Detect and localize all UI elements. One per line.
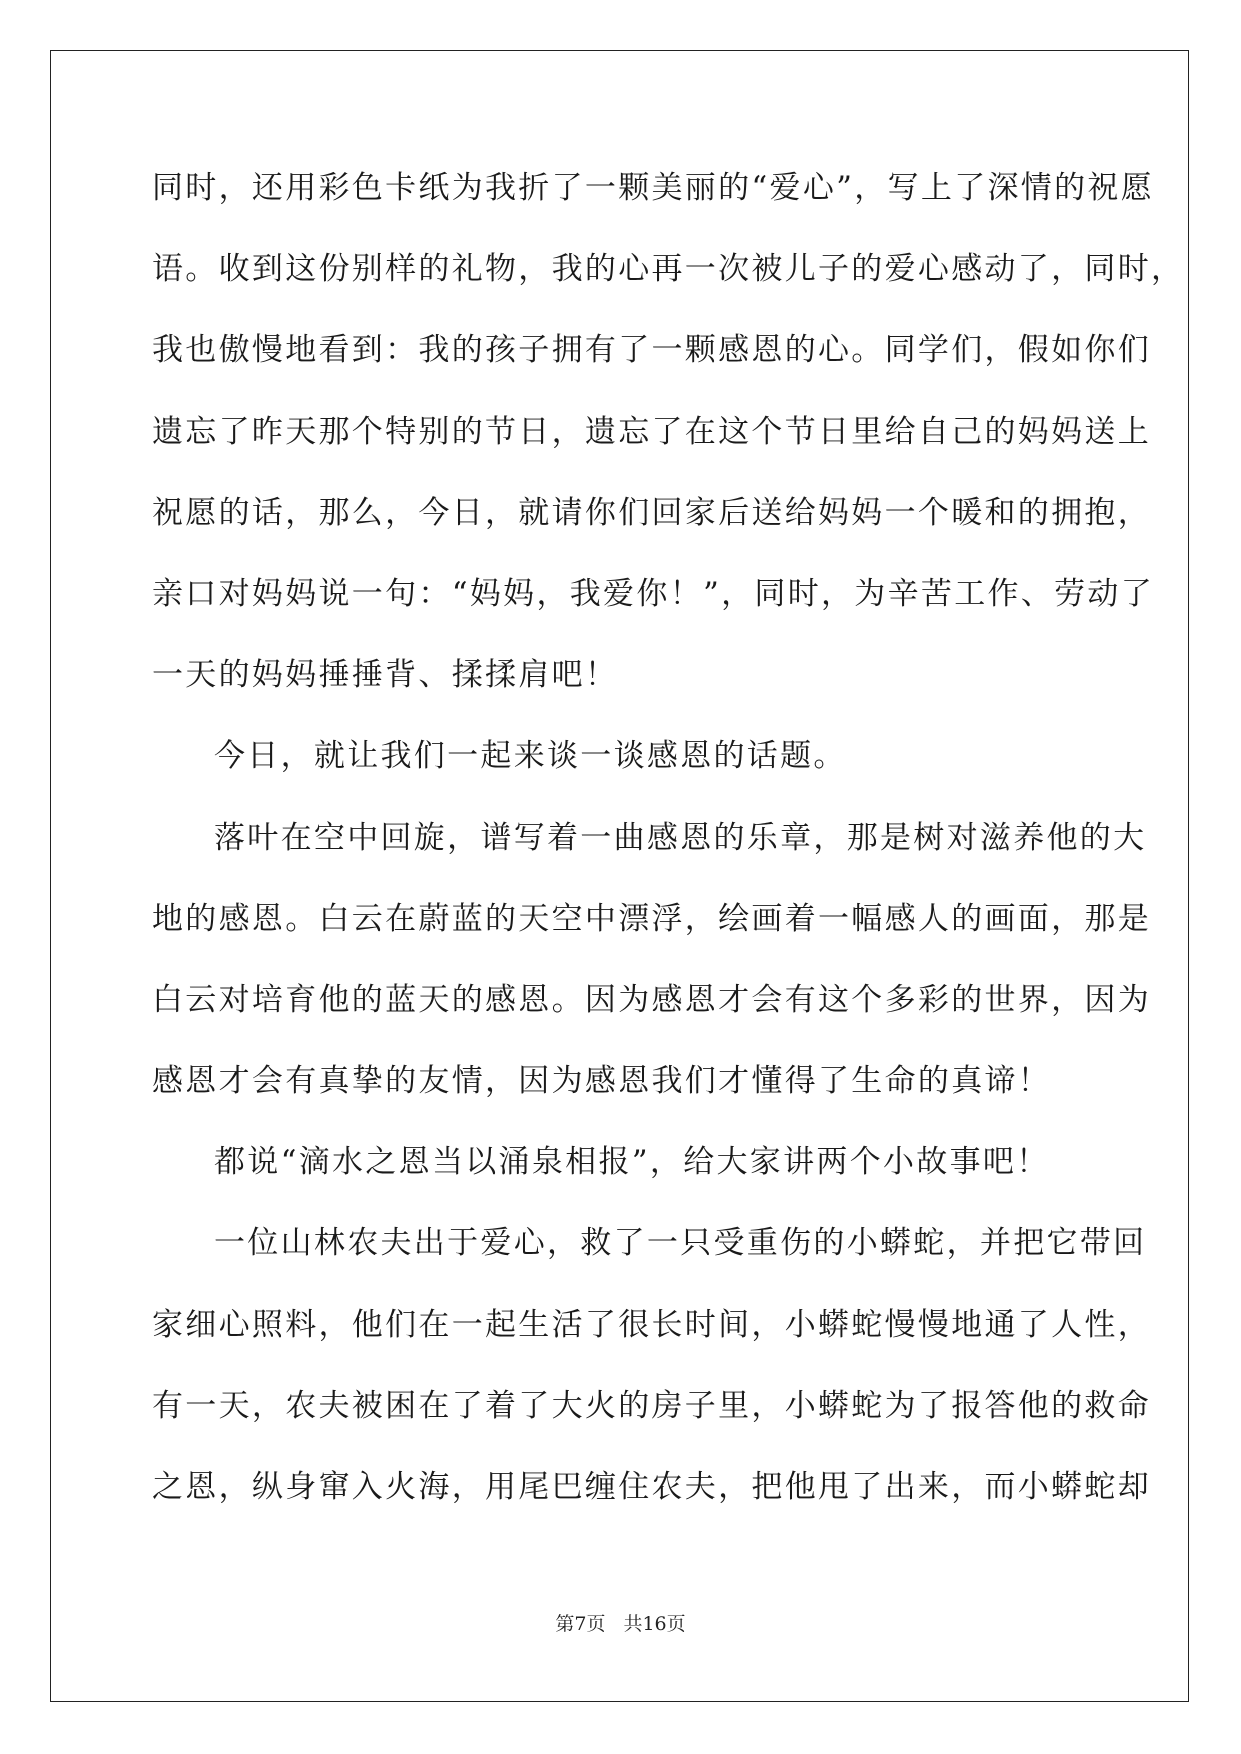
text-line: 一天的妈妈捶捶背、揉揉肩吧！ [152, 657, 619, 694]
text-line: 今日，就让我们一起来谈一谈感恩的话题。 [214, 738, 847, 775]
text-line: 地的感恩。白云在蔚蓝的天空中漂浮，绘画着一幅感人的画面，那是 [152, 900, 1151, 937]
text-line: 一位山林农夫出于爱心，救了一只受重伤的小蟒蛇，并把它带回 [214, 1225, 1147, 1262]
text-line: 我也傲慢地看到：我的孩子拥有了一颗感恩的心。同学们，假如你们 [152, 332, 1151, 369]
text-line: 感恩才会有真挚的友情，因为感恩我们才懂得了生命的真谛！ [152, 1063, 1052, 1100]
text-line: 语。收到这份别样的礼物，我的心再一次被儿子的爱心感动了，同时， [152, 251, 1185, 288]
text-line: 之恩，纵身窜入火海，用尾巴缠住农夫，把他甩了出来，而小蟒蛇却 [152, 1469, 1151, 1505]
page-number: 第7页 [555, 1613, 606, 1635]
text-line: 都说“滴水之恩当以涌泉相报”，给大家讲两个小故事吧！ [214, 1144, 1050, 1181]
text-line: 亲口对妈妈说一句：“妈妈，我爱你！”，同时，为辛苦工作、劳动了 [152, 575, 1154, 612]
text-line: 遗忘了昨天那个特别的节日，遗忘了在这个节日里给自己的妈妈送上 [152, 413, 1151, 450]
text-line: 同时，还用彩色卡纸为我折了一颗美丽的“爱心”，写上了深情的祝愿 [152, 170, 1154, 206]
document-body [152, 160, 1185, 1540]
page-total: 共16页 [623, 1613, 686, 1635]
page-footer [0, 1612, 1241, 1636]
text-line: 落叶在空中回旋，谱写着一曲感恩的乐章，那是树对滋养他的大 [214, 819, 1147, 856]
text-line: 家细心照料，他们在一起生活了很长时间，小蟒蛇慢慢地通了人性， [152, 1306, 1151, 1343]
text-line: 有一天，农夫被困在了着了大火的房子里，小蟒蛇为了报答他的救命 [152, 1387, 1151, 1424]
text-line: 白云对培育他的蓝天的感恩。因为感恩才会有这个多彩的世界，因为 [152, 981, 1151, 1018]
text-line: 祝愿的话，那么，今日，就请你们回家后送给妈妈一个暖和的拥抱， [152, 494, 1151, 531]
